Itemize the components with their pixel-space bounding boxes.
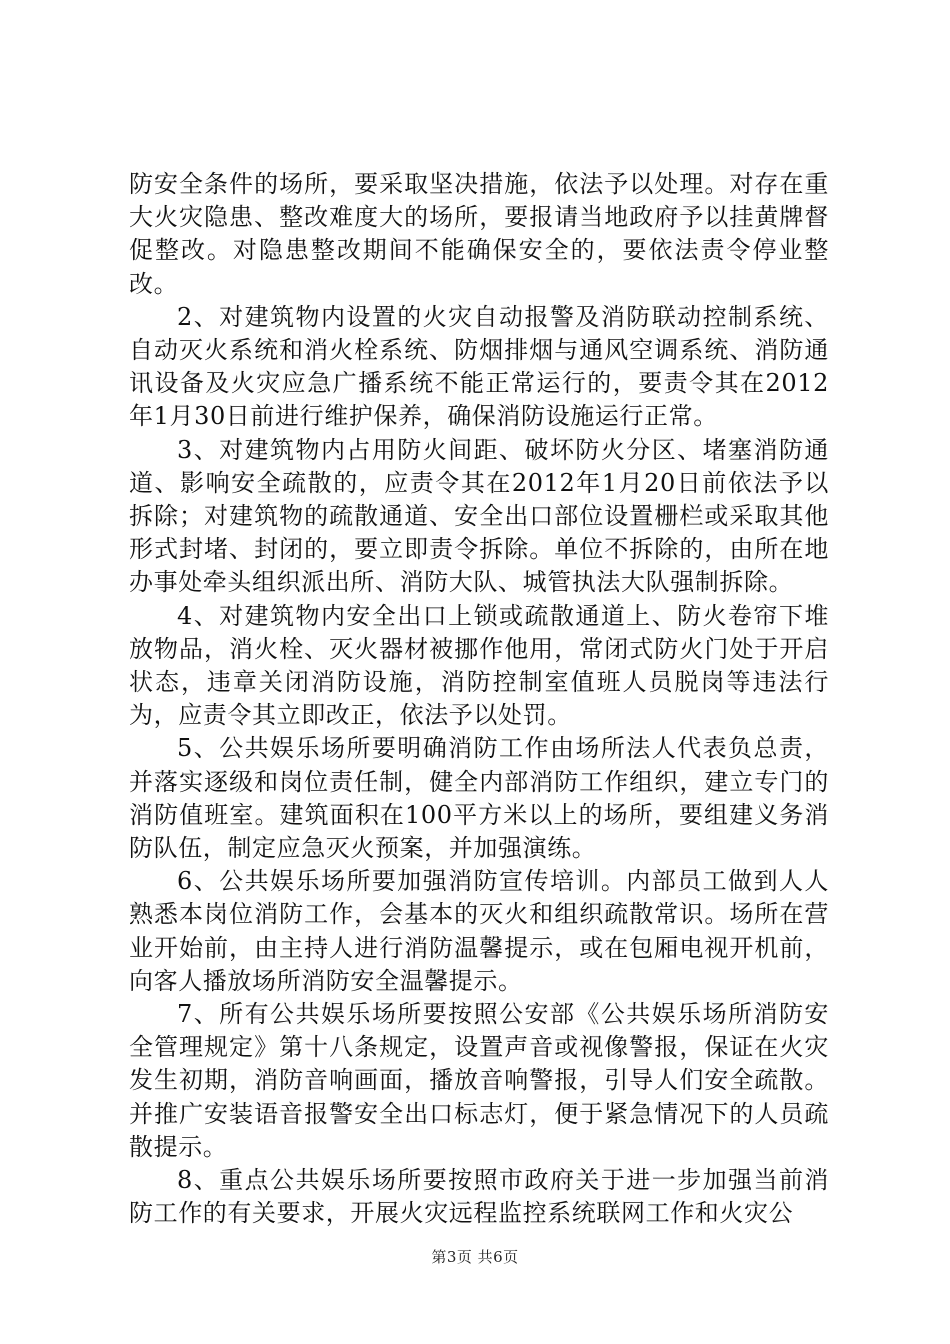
paragraph-item-4: 4、对建筑物内安全出口上锁或疏散通道上、防火卷帘下堆放物品，消火栓、灭火器材被挪作他用，常闭式防火门处于开启状态，违章关闭消防设施，消防控制室值班人员脱岗等违法行为，应责令其立即改正，依法予以处罚。 [129, 601, 829, 730]
paragraph-item-8: 8、重点公共娱乐场所要按照市政府关于进一步加强当前消防工作的有关要求，开展火灾远程监控系统联网工作和火灾公 [129, 1166, 829, 1228]
paragraph-continuation: 防安全条件的场所，要采取坚决措施，依法予以处理。对存在重大火灾隐患、整改难度大的场所，要报请当地政府予以挂黄牌督促整改。对隐患整改期间不能确保安全的，要依法责令停业整改。 [129, 170, 829, 298]
page-number-footer: 第3页 共6页 [431, 1248, 519, 1266]
paragraph-item-5: 5、公共娱乐场所要明确消防工作由场所法人代表负总责，并落实逐级和岗位责任制，健全内部消防工作组织，建立专门的消防值班室。建筑面积在100平方米以上的场所，要组建义务消防队伍，制定应急灭火预案，并加强演练。 [129, 734, 829, 863]
paragraph-item-3: 3、对建筑物内占用防火间距、破坏防火分区、堵塞消防通道、影响安全疏散的，应责令其在2012年1月20日前依法予以拆除；对建筑物的疏散通道、安全出口部位设置栅栏或采取其他形式封堵、封闭的，要立即责令拆除。单位不拆除的，由所在地办事处牵头组织派出所、消防大队、城管执法大队强制拆除。 [129, 435, 829, 597]
document-body [129, 168, 829, 1231]
paragraph-item-6: 6、公共娱乐场所要加强消防宣传培训。内部员工做到人人熟悉本岗位消防工作，会基本的灭火和组织疏散常识。场所在营业开始前，由主持人进行消防温馨提示，或在包厢电视开机前，向客人播放场所消防安全温馨提示。 [129, 867, 829, 995]
paragraph-item-2: 2、对建筑物内设置的火灾自动报警及消防联动控制系统、自动灭火系统和消火栓系统、防烟排烟与通风空调系统、消防通讯设备及火灾应急广播系统不能正常运行的，要责令其在2012年1月30日前进行维护保养，确保消防设施运行正常。 [129, 302, 829, 431]
paragraph-item-7: 7、所有公共娱乐场所要按照公安部《公共娱乐场所消防安全管理规定》第十八条规定，设置声音或视像警报，保证在火灾发生初期，消防音响画面，播放音响警报，引导人们安全疏散。并推广安装语音报警安全出口标志灯，便于紧急情况下的人员疏散提示。 [129, 1000, 829, 1161]
